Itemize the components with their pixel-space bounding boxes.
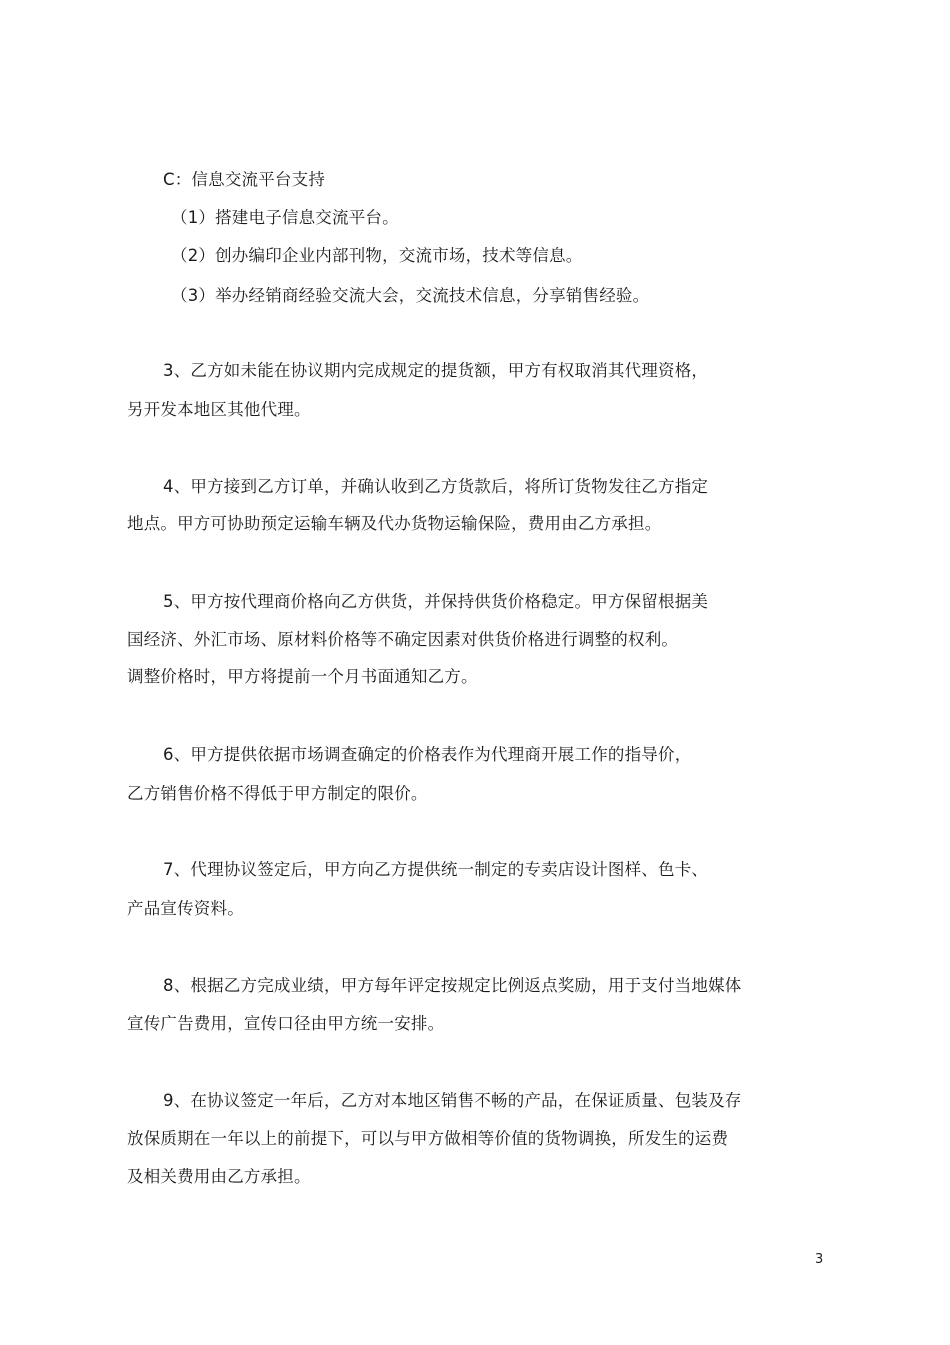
clause-5-line-1: 5、甲方按代理商价格向乙方供货，并保持供货价格稳定。甲方保留根据美 — [163, 592, 709, 611]
clause-7-line-2: 产品宣传资料。 — [127, 899, 244, 918]
clause-5-line-3: 调整价格时，甲方将提前一个月书面通知乙方。 — [127, 667, 478, 686]
section-c-item-3: （3）举办经销商经验交流大会，交流技术信息，分享销售经验。 — [171, 286, 650, 305]
clause-8-line-1: 8、根据乙方完成业绩，甲方每年评定按规定比例返点奖励，用于支付当地媒体 — [163, 976, 742, 995]
clause-4-line-2: 地点。甲方可协助预定运输车辆及代办货物运输保险，费用由乙方承担。 — [127, 514, 662, 533]
clause-9-line-3: 及相关费用由乙方承担。 — [127, 1167, 311, 1186]
clause-6-line-1: 6、甲方提供依据市场调查确定的价格表作为代理商开展工作的指导价， — [163, 745, 692, 764]
clause-3-line-2: 另开发本地区其他代理。 — [127, 400, 311, 419]
section-c-item-1: （1）搭建电子信息交流平台。 — [171, 208, 399, 227]
clause-9-line-2: 放保质期在一年以上的前提下，可以与甲方做相等价值的货物调换，所发生的运费 — [127, 1129, 729, 1148]
clause-8-line-2: 宣传广告费用，宣传口径由甲方统一安排。 — [127, 1014, 445, 1033]
clause-4-line-1: 4、甲方接到乙方订单，并确认收到乙方货款后，将所订货物发往乙方指定 — [163, 477, 709, 496]
clause-9-line-1: 9、在协议签定一年后，乙方对本地区销售不畅的产品，在保证质量、包装及存 — [163, 1091, 742, 1110]
clause-5-line-2: 国经济、外汇市场、原材料价格等不确定因素对供货价格进行调整的权利。 — [127, 630, 679, 649]
section-c-item-2: （2）创办编印企业内部刊物，交流市场，技术等信息。 — [171, 246, 583, 265]
clause-7-line-1: 7、代理协议签定后，甲方向乙方提供统一制定的专卖店设计图样、色卡、 — [163, 860, 709, 879]
page-number: 3 — [815, 1252, 824, 1267]
clause-6-line-2: 乙方销售价格不得低于甲方制定的限价。 — [127, 784, 428, 803]
clause-3-line-1: 3、乙方如未能在协议期内完成规定的提货额，甲方有权取消其代理资格， — [163, 361, 709, 380]
section-c-heading: C：信息交流平台支持 — [163, 170, 326, 189]
